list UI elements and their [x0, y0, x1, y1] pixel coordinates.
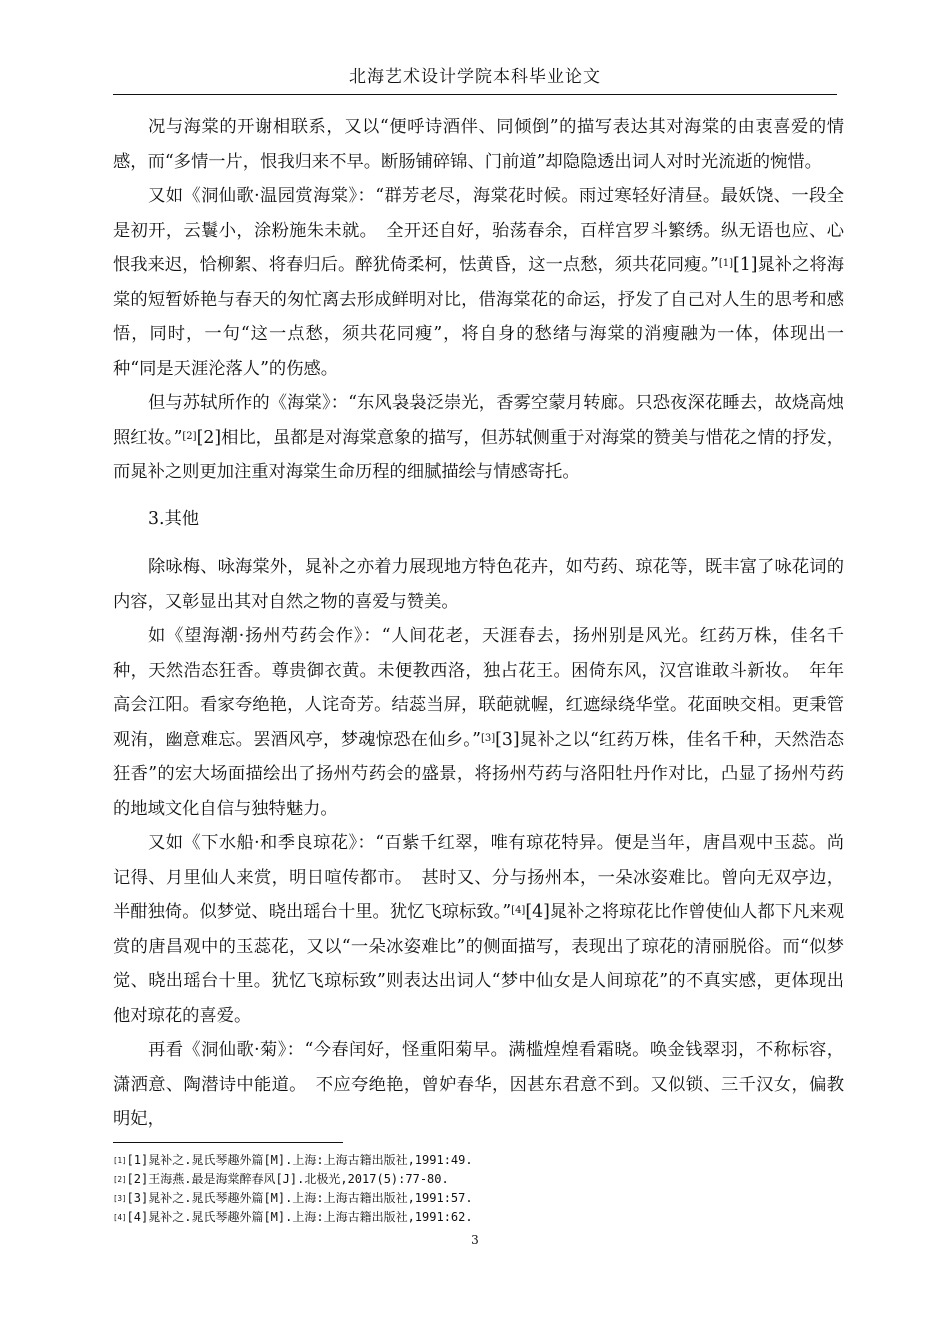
- footnote-text: [1]晁补之.晁氏琴趣外篇[M].上海:上海古籍出版社,1991:49.: [126, 1153, 473, 1167]
- paragraph-5: [113, 619, 844, 826]
- paragraph-4: [113, 550, 844, 619]
- footnote-ref-3[interactable]: [3]: [481, 732, 496, 744]
- footnote-separator: [113, 1142, 343, 1143]
- paragraph-5-analysis: [3]晁补之以“红药万株，佳名千种，天然浩态狂香”的宏大场面描绘出了扬州芍药会的盛景，将扬州芍药与洛阳牡丹作对比，凸显了扬州芍药的地域文化自信与独特魅力。: [113, 729, 844, 819]
- section-heading: 3.其他: [148, 508, 200, 529]
- footnote-mark: [4]: [113, 1213, 127, 1222]
- footnote-ref-2[interactable]: [2]: [182, 430, 197, 442]
- footnote-text: [3]晁补之.晁氏琴趣外篇[M].上海:上海古籍出版社,1991:57.: [126, 1191, 473, 1205]
- footnote-ref-1[interactable]: [1]: [718, 258, 733, 269]
- footnote-mark: [3]: [113, 1194, 127, 1203]
- footnote-4: [113, 1208, 837, 1227]
- paragraph-1: [113, 110, 844, 179]
- running-header: 北海艺术设计学院本科毕业论文: [349, 67, 601, 87]
- footnotes: [113, 1151, 837, 1227]
- footnote-ref-4[interactable]: [4]: [511, 905, 526, 916]
- footnote-1: [113, 1151, 837, 1170]
- paragraph-6: [113, 826, 844, 1033]
- paragraph-5-quote: 如《望海潮·扬州芍药会作》：“人间花老，天涯春去，扬州别是风光。红药万株，佳名千种，天然浩态狂香。尊贵御衣黄。未便教西洛，独占花王。困倚东风，汉宫谁敢斗新妆。 年年高会江阳。看家夸绝艳，人诧奇芳。结蕊当屏，联葩就幄，红遮绿绕华堂。花面映交相。更秉管观洧，幽意难忘。罢酒风亭，梦魂惊恐在仙乡。”: [113, 626, 844, 750]
- paragraph-6-quote: 又如《下水船·和季良琼花》：“百紫千红翠，唯有琼花特异。便是当年，唐昌观中玉蕊。尚记得、月里仙人来赏，明日喧传都市。 甚时又、分与扬州本，一朵冰姿难比。曾向无双亭边，半酣独倚。似梦觉、晓出瑶台十里。犹忆飞琼标致。”: [113, 833, 844, 922]
- footnote-mark: [1]: [113, 1156, 127, 1165]
- header-rule: [113, 94, 837, 95]
- paragraph-3-quote: 但与苏轼所作的《海棠》：“东风袅袅泛崇光，香雾空蒙月转廊。只恐夜深花睡去，故烧高烛照红妆。”: [113, 393, 844, 448]
- footnote-mark: [2]: [113, 1175, 127, 1184]
- body-text: [113, 110, 844, 1137]
- footnote-text: [4]晁补之.晁氏琴趣外篇[M].上海:上海古籍出版社,1991:62.: [126, 1210, 473, 1224]
- paragraph-2-quote: 又如《洞仙歌·温园赏海棠》：“群芳老尽，海棠花时候。雨过寒轻好清昼。最妖饶、一段全是初开，云鬟小，涂粉施朱未就。 全开还自好，骀荡春余，百样宫罗斗繁绣。纵无语也应、心恨我来迟，恰柳絮、将春归后。醉犹倚柔柯，怯黄昏，这一点愁，须共花同瘦。”: [113, 186, 844, 275]
- paragraph-2: [113, 179, 844, 386]
- footnote-2: [113, 1170, 837, 1189]
- paragraph-7: [113, 1033, 844, 1137]
- paragraph-2-analysis: [1]晁补之将海棠的短暂娇艳与春天的匆忙离去形成鲜明对比，借海棠花的命运，抒发了自己对人生的思考和感悟，同时，一句“这一点愁，须共花同瘦”，将自身的愁绪与海棠的消瘦融为一体，体现出一种“同是天涯沦落人”的伤感。: [113, 255, 844, 379]
- paragraph-3: [113, 386, 844, 490]
- paragraph-4-text: 除咏梅、咏海棠外，晁补之亦着力展现地方特色花卉，如芍药、琼花等，既丰富了咏花词的内容，又彰显出其对自然之物的喜爱与赞美。: [113, 557, 844, 612]
- footnote-text: [2]王海燕.最是海棠醉春风[J].北极光,2017(5):77-80.: [126, 1172, 449, 1186]
- paragraph-1-text: 况与海棠的开谢相联系，又以“便呼诗酒伴、同倾倒”的描写表达其对海棠的由衷喜爱的情感，而“多情一片，恨我归来不早。断肠铺碎锦、门前道”却隐隐透出词人对时光流逝的惋惜。: [113, 117, 844, 172]
- footnote-3: [113, 1189, 837, 1208]
- paragraph-6-analysis: [4]晁补之将琼花比作曾使仙人都下凡来观赏的唐昌观中的玉蕊花，又以“一朵冰姿难比”的侧面描写，表现出了琼花的清丽脱俗。而“似梦觉、晓出瑶台十里。犹忆飞琼标致”则表达出词人“梦中仙女是人间琼花”的不真实感，更体现出他对琼花的喜爱。: [113, 902, 844, 1026]
- page-number: 3: [471, 1233, 479, 1247]
- paragraph-3-analysis: [2]相比，虽都是对海棠意象的描写，但苏轼侧重于对海棠的赞美与惜花之情的抒发，而晁补之则更加注重对海棠生命历程的细腻描绘与情感寄托。: [113, 427, 844, 482]
- paragraph-7-text: 再看《洞仙歌·菊》：“今春闰好，怪重阳菊早。满槛煌煌看霜晓。唤金钱翠羽，不称标容，潇洒意、陶潜诗中能道。 不应夸绝艳，曾妒春华，因甚东君意不到。又似锁、三千汉女，偏教明妃，: [113, 1040, 844, 1129]
